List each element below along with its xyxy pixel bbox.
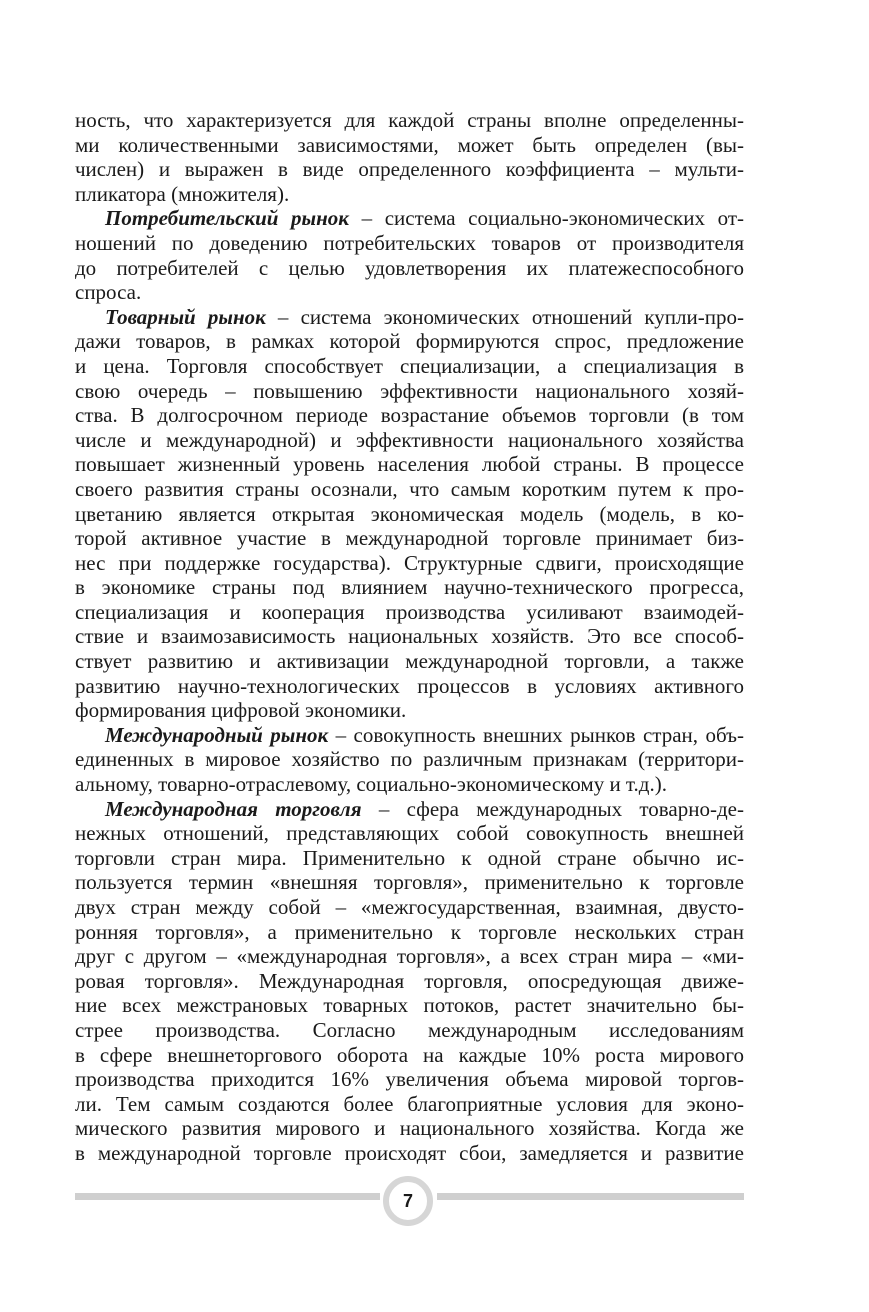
text-line bbox=[75, 182, 744, 207]
term-definition-heading: Международный рынок bbox=[105, 722, 329, 747]
text-line bbox=[75, 674, 744, 699]
text-line bbox=[75, 846, 744, 871]
text-line bbox=[75, 1018, 744, 1043]
line-text: цветанию является открытая экономическая модель (модель, в ко- bbox=[75, 501, 744, 526]
line-text: ли. Тем самым создаются более благоприятные условия для эконо- bbox=[75, 1091, 744, 1116]
line-text: свою очередь – повышению эффективности национального хозяй- bbox=[75, 378, 744, 403]
text-line bbox=[75, 1092, 744, 1117]
text-line bbox=[75, 575, 744, 600]
line-text: формирования цифровой экономики. bbox=[75, 698, 407, 723]
term-definition-heading: Международная торговля bbox=[105, 796, 362, 821]
line-text: в международной торговле происходят сбои, замедляется и развитие bbox=[75, 1140, 744, 1165]
line-text: ронняя торговля», а применительно к торговле нескольких стран bbox=[75, 919, 744, 944]
text-line bbox=[75, 428, 744, 453]
line-text: развитию научно-технологических процессов в условиях активного bbox=[75, 673, 744, 698]
line-text: числе и международной) и эффективности национального хозяйства bbox=[75, 427, 744, 452]
text-line bbox=[75, 206, 744, 231]
line-text: ношений по доведению потребительских товаров от производителя bbox=[75, 230, 744, 255]
text-line bbox=[75, 1141, 744, 1166]
text-line bbox=[75, 747, 744, 772]
text-line bbox=[75, 895, 744, 920]
footer-rule-right bbox=[437, 1193, 744, 1200]
text-line bbox=[75, 920, 744, 945]
text-line bbox=[75, 477, 744, 502]
line-text: – сфера международных товарно-де- bbox=[361, 796, 744, 821]
page-number: 7 bbox=[383, 1176, 433, 1226]
text-line bbox=[75, 723, 744, 748]
line-text: и цена. Торговля способствует специализации, а специализация в bbox=[75, 353, 744, 378]
line-text: мического развития мирового и национального хозяйства. Когда же bbox=[75, 1116, 744, 1141]
text-line bbox=[75, 403, 744, 428]
term-definition-heading: Потребительский рынок bbox=[105, 206, 349, 231]
line-text: – система экономических отношений купли-про- bbox=[265, 304, 744, 329]
text-line bbox=[75, 969, 744, 994]
text-line bbox=[75, 452, 744, 477]
line-text: торговли стран мира. Применительно к одной стране обычно ис- bbox=[75, 845, 744, 870]
line-text: до потребителей с целью удовлетворения их платежеспособного bbox=[75, 255, 744, 280]
text-line bbox=[75, 354, 744, 379]
line-text: в сфере внешнеторгового оборота на каждые 10% роста мирового bbox=[75, 1042, 744, 1067]
line-text: своего развития страны осознали, что самым коротким путем к про- bbox=[75, 476, 744, 501]
text-line bbox=[75, 280, 744, 305]
text-line bbox=[75, 944, 744, 969]
line-text: производства приходится 16% увеличения объема мировой торгов- bbox=[75, 1067, 744, 1092]
text-line bbox=[75, 526, 744, 551]
text-line bbox=[75, 133, 744, 158]
line-text: ства. В долгосрочном периоде возрастание объемов торговли (в том bbox=[75, 403, 744, 428]
text-line bbox=[75, 157, 744, 182]
line-text: числен) и выражен в виде определенного коэффициента – мульти- bbox=[75, 157, 744, 182]
text-line bbox=[75, 256, 744, 281]
text-line bbox=[75, 821, 744, 846]
line-text: стрее производства. Согласно международным исследованиям bbox=[75, 1017, 744, 1042]
line-text: дажи товаров, в рамках которой формируются спрос, предложение bbox=[75, 329, 744, 354]
text-line bbox=[75, 624, 744, 649]
line-text: специализация и кооперация производства усиливают взаимодей- bbox=[75, 599, 744, 624]
line-text: нес при поддержке государства). Структурные сдвиги, происходящие bbox=[75, 550, 744, 575]
line-text: – система социально-экономических от- bbox=[348, 206, 744, 231]
text-line bbox=[75, 329, 744, 354]
text-line bbox=[75, 305, 744, 330]
page-text-body bbox=[75, 108, 744, 1166]
line-text: ствует развитию и активизации международной торговли, а также bbox=[75, 649, 744, 674]
line-text: пользуется термин «внешняя торговля», применительно к торговле bbox=[75, 870, 744, 895]
line-text: повышает жизненный уровень населения любой страны. В процессе bbox=[75, 452, 744, 477]
line-text: ми количественными зависимостями, может быть определен (вы- bbox=[75, 132, 744, 157]
text-line bbox=[75, 108, 744, 133]
text-line bbox=[75, 502, 744, 527]
line-text: торой активное участие в международной торговле принимает биз- bbox=[75, 526, 744, 551]
text-line bbox=[75, 797, 744, 822]
text-line bbox=[75, 649, 744, 674]
line-text: – совокупность внешних рынков стран, объ- bbox=[328, 722, 744, 747]
footer-rule-left bbox=[75, 1193, 380, 1200]
text-line bbox=[75, 600, 744, 625]
text-line bbox=[75, 379, 744, 404]
text-line bbox=[75, 231, 744, 256]
line-text: ровая торговля». Международная торговля, опосредующая движе- bbox=[75, 968, 744, 993]
line-text: в экономике страны под влиянием научно-технического прогресса, bbox=[75, 575, 744, 600]
line-text: двух стран между собой – «межгосударственная, взаимная, двусто- bbox=[75, 895, 744, 919]
text-line bbox=[75, 551, 744, 576]
line-text: ствие и взаимозависимость национальных хозяйств. Это все способ- bbox=[75, 624, 744, 649]
line-text: спроса. bbox=[75, 280, 142, 305]
text-line bbox=[75, 1067, 744, 1092]
text-line bbox=[75, 698, 744, 723]
line-text: альному, товарно-отраслевому, социально-экономическому и т.д.). bbox=[75, 772, 667, 797]
text-line bbox=[75, 772, 744, 797]
line-text: единенных в мировое хозяйство по различным признакам (территори- bbox=[75, 747, 744, 772]
line-text: нежных отношений, представляющих собой совокупность внешней bbox=[75, 821, 744, 846]
text-line bbox=[75, 870, 744, 895]
text-line bbox=[75, 993, 744, 1018]
line-text: ность, что характеризуется для каждой страны вполне определенны- bbox=[75, 108, 744, 132]
term-definition-heading: Товарный рынок bbox=[105, 304, 266, 329]
line-text: ние всех межстрановых товарных потоков, растет значительно бы- bbox=[75, 993, 744, 1018]
line-text: пликатора (множителя). bbox=[75, 181, 290, 206]
text-line bbox=[75, 1116, 744, 1141]
text-line bbox=[75, 1043, 744, 1068]
line-text: друг с другом – «международная торговля», а всех стран мира – «ми- bbox=[75, 944, 744, 969]
